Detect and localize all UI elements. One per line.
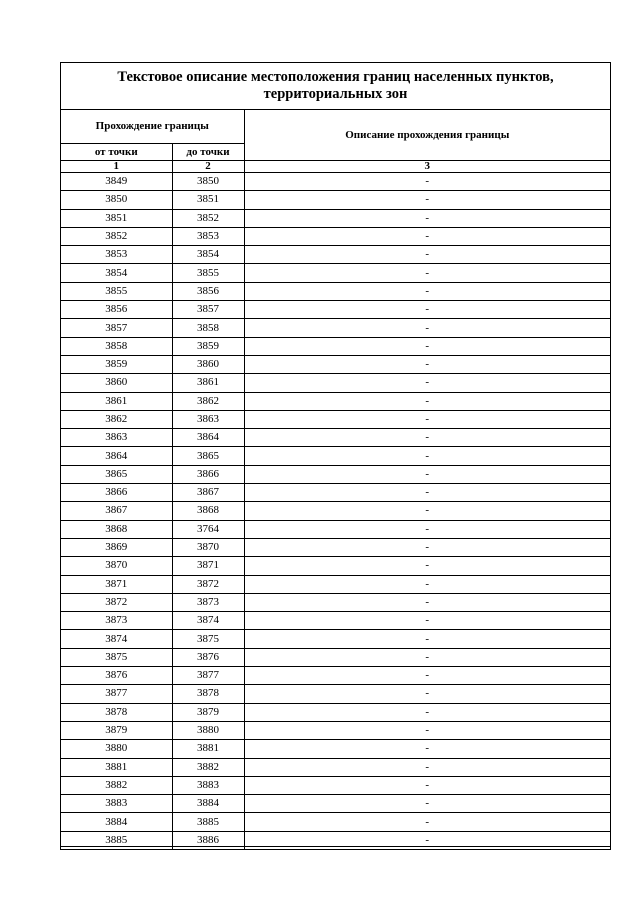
- to-point-cell: 3860: [172, 355, 244, 373]
- to-point-cell: 3873: [172, 593, 244, 611]
- table-row: [61, 301, 610, 319]
- table-row: [61, 264, 610, 282]
- to-point-cell: 3863: [172, 410, 244, 428]
- from-point-cell: 3868: [61, 520, 172, 538]
- from-point-cell: 3864: [61, 447, 172, 465]
- from-point-cell: 3850: [61, 191, 172, 209]
- description-cell: -: [244, 374, 610, 392]
- to-point-cell: 3875: [172, 630, 244, 648]
- table-row: [61, 447, 610, 465]
- description-cell: -: [244, 557, 610, 575]
- table-row: [61, 557, 610, 575]
- to-point-cell: 3867: [172, 484, 244, 502]
- column-number: 2: [172, 161, 244, 173]
- from-point-cell: 3854: [61, 264, 172, 282]
- description-cell: -: [244, 831, 610, 849]
- description-cell: -: [244, 282, 610, 300]
- to-point-cell: 3871: [172, 557, 244, 575]
- description-cell: -: [244, 337, 610, 355]
- description-cell: -: [244, 575, 610, 593]
- description-cell: -: [244, 740, 610, 758]
- to-point-cell: 3876: [172, 648, 244, 666]
- from-point-cell: 3849: [61, 173, 172, 191]
- to-point-cell: 3884: [172, 795, 244, 813]
- to-point-cell: 3857: [172, 301, 244, 319]
- table-row: [61, 429, 610, 447]
- from-point-cell: 3874: [61, 630, 172, 648]
- from-point-cell: 3877: [61, 685, 172, 703]
- column-number: 3: [244, 161, 610, 173]
- to-point-cell: 3883: [172, 776, 244, 794]
- table-row: [61, 319, 610, 337]
- description-cell: -: [244, 721, 610, 739]
- table-row: [61, 685, 610, 703]
- to-point-cell: 3858: [172, 319, 244, 337]
- from-point-cell: 3853: [61, 246, 172, 264]
- description-cell: -: [244, 703, 610, 721]
- from-point-cell: 3852: [61, 227, 172, 245]
- from-point-cell: 3878: [61, 703, 172, 721]
- table-row: [61, 520, 610, 538]
- from-point-cell: 3880: [61, 740, 172, 758]
- from-point-cell: 3851: [61, 209, 172, 227]
- to-point-cell: 3870: [172, 538, 244, 556]
- from-point-cell: 3856: [61, 301, 172, 319]
- to-point-cell: 3851: [172, 191, 244, 209]
- table-row: [61, 575, 610, 593]
- to-point-cell: 3853: [172, 227, 244, 245]
- from-point-cell: 3857: [61, 319, 172, 337]
- from-point-cell: 3872: [61, 593, 172, 611]
- table-row: [61, 410, 610, 428]
- from-point-cell: 3881: [61, 758, 172, 776]
- description-cell: -: [244, 209, 610, 227]
- table-row: [61, 227, 610, 245]
- header-to-point: до точки: [172, 144, 244, 161]
- description-cell: -: [244, 246, 610, 264]
- from-point-cell: 3866: [61, 484, 172, 502]
- description-cell: -: [244, 795, 610, 813]
- table-header-row: [61, 110, 610, 144]
- table-row: [61, 282, 610, 300]
- to-point-cell: 3859: [172, 337, 244, 355]
- from-point-cell: 3873: [61, 612, 172, 630]
- to-point-cell: 3879: [172, 703, 244, 721]
- table-row: [61, 191, 610, 209]
- to-point-cell: 3868: [172, 502, 244, 520]
- to-point-cell: 3872: [172, 575, 244, 593]
- from-point-cell: 3862: [61, 410, 172, 428]
- to-point-cell: 3861: [172, 374, 244, 392]
- to-point-cell: 3862: [172, 392, 244, 410]
- table-row: [61, 593, 610, 611]
- description-cell: -: [244, 685, 610, 703]
- to-point-cell: 3856: [172, 282, 244, 300]
- document-title: Текстовое описание местоположения границ населенных пунктов, территориальных зон: [61, 63, 610, 110]
- description-cell: -: [244, 447, 610, 465]
- from-point-cell: 3883: [61, 795, 172, 813]
- from-point-cell: 3875: [61, 648, 172, 666]
- to-point-cell: 3866: [172, 465, 244, 483]
- description-cell: -: [244, 264, 610, 282]
- from-point-cell: 3860: [61, 374, 172, 392]
- to-point-cell: 3878: [172, 685, 244, 703]
- table-row: [61, 630, 610, 648]
- description-cell: -: [244, 319, 610, 337]
- from-point-cell: 3863: [61, 429, 172, 447]
- description-cell: -: [244, 667, 610, 685]
- description-cell: -: [244, 520, 610, 538]
- to-point-cell: 3877: [172, 667, 244, 685]
- description-cell: -: [244, 538, 610, 556]
- description-cell: -: [244, 227, 610, 245]
- table-row: [61, 502, 610, 520]
- table-row: [61, 703, 610, 721]
- description-cell: -: [244, 502, 610, 520]
- table-row: [61, 721, 610, 739]
- from-point-cell: 3869: [61, 538, 172, 556]
- to-point-cell: 3865: [172, 447, 244, 465]
- to-point-cell: 3886: [172, 831, 244, 849]
- from-point-cell: 3882: [61, 776, 172, 794]
- table-row: [61, 392, 610, 410]
- to-point-cell: 3882: [172, 758, 244, 776]
- from-point-cell: 3858: [61, 337, 172, 355]
- description-cell: -: [244, 392, 610, 410]
- description-cell: -: [244, 429, 610, 447]
- from-point-cell: 3884: [61, 813, 172, 831]
- table-row: [61, 173, 610, 191]
- boundary-table: [61, 110, 610, 850]
- table-row: [61, 465, 610, 483]
- from-point-cell: 3861: [61, 392, 172, 410]
- table-row: [61, 648, 610, 666]
- to-point-cell: 3855: [172, 264, 244, 282]
- to-point-cell: 3764: [172, 520, 244, 538]
- from-point-cell: 3870: [61, 557, 172, 575]
- table-row: [61, 667, 610, 685]
- to-point-cell: 3864: [172, 429, 244, 447]
- table-row: [61, 484, 610, 502]
- to-point-cell: 3874: [172, 612, 244, 630]
- table-row: [61, 538, 610, 556]
- from-point-cell: 3871: [61, 575, 172, 593]
- description-cell: -: [244, 465, 610, 483]
- to-point-cell: 3852: [172, 209, 244, 227]
- to-point-cell: 3885: [172, 813, 244, 831]
- table-row: [61, 246, 610, 264]
- document-sheet: [60, 62, 611, 850]
- to-point-cell: 3880: [172, 721, 244, 739]
- description-cell: -: [244, 648, 610, 666]
- table-row: [61, 337, 610, 355]
- table-row: [61, 209, 610, 227]
- table-row: [61, 740, 610, 758]
- description-cell: -: [244, 813, 610, 831]
- to-point-cell: 3881: [172, 740, 244, 758]
- table-row: [61, 758, 610, 776]
- description-cell: -: [244, 630, 610, 648]
- to-point-cell: 3850: [172, 173, 244, 191]
- description-cell: -: [244, 191, 610, 209]
- from-point-cell: 3885: [61, 831, 172, 849]
- table-row: [61, 374, 610, 392]
- table-row: [61, 813, 610, 831]
- description-cell: -: [244, 484, 610, 502]
- from-point-cell: 3867: [61, 502, 172, 520]
- header-from-point: от точки: [61, 144, 172, 161]
- column-number-row: [61, 161, 610, 173]
- from-point-cell: 3879: [61, 721, 172, 739]
- to-point-cell: 3854: [172, 246, 244, 264]
- from-point-cell: 3876: [61, 667, 172, 685]
- description-cell: -: [244, 776, 610, 794]
- description-cell: -: [244, 758, 610, 776]
- description-cell: -: [244, 612, 610, 630]
- from-point-cell: 3859: [61, 355, 172, 373]
- table-row: [61, 355, 610, 373]
- bottom-divider: [61, 846, 610, 847]
- column-number: 1: [61, 161, 172, 173]
- header-description: Описание прохождения границы: [244, 110, 610, 161]
- header-boundary-passage: Прохождение границы: [61, 110, 244, 144]
- table-row: [61, 612, 610, 630]
- table-row: [61, 776, 610, 794]
- from-point-cell: 3865: [61, 465, 172, 483]
- description-cell: -: [244, 173, 610, 191]
- table-row: [61, 795, 610, 813]
- from-point-cell: 3855: [61, 282, 172, 300]
- description-cell: -: [244, 410, 610, 428]
- description-cell: -: [244, 593, 610, 611]
- description-cell: -: [244, 301, 610, 319]
- description-cell: -: [244, 355, 610, 373]
